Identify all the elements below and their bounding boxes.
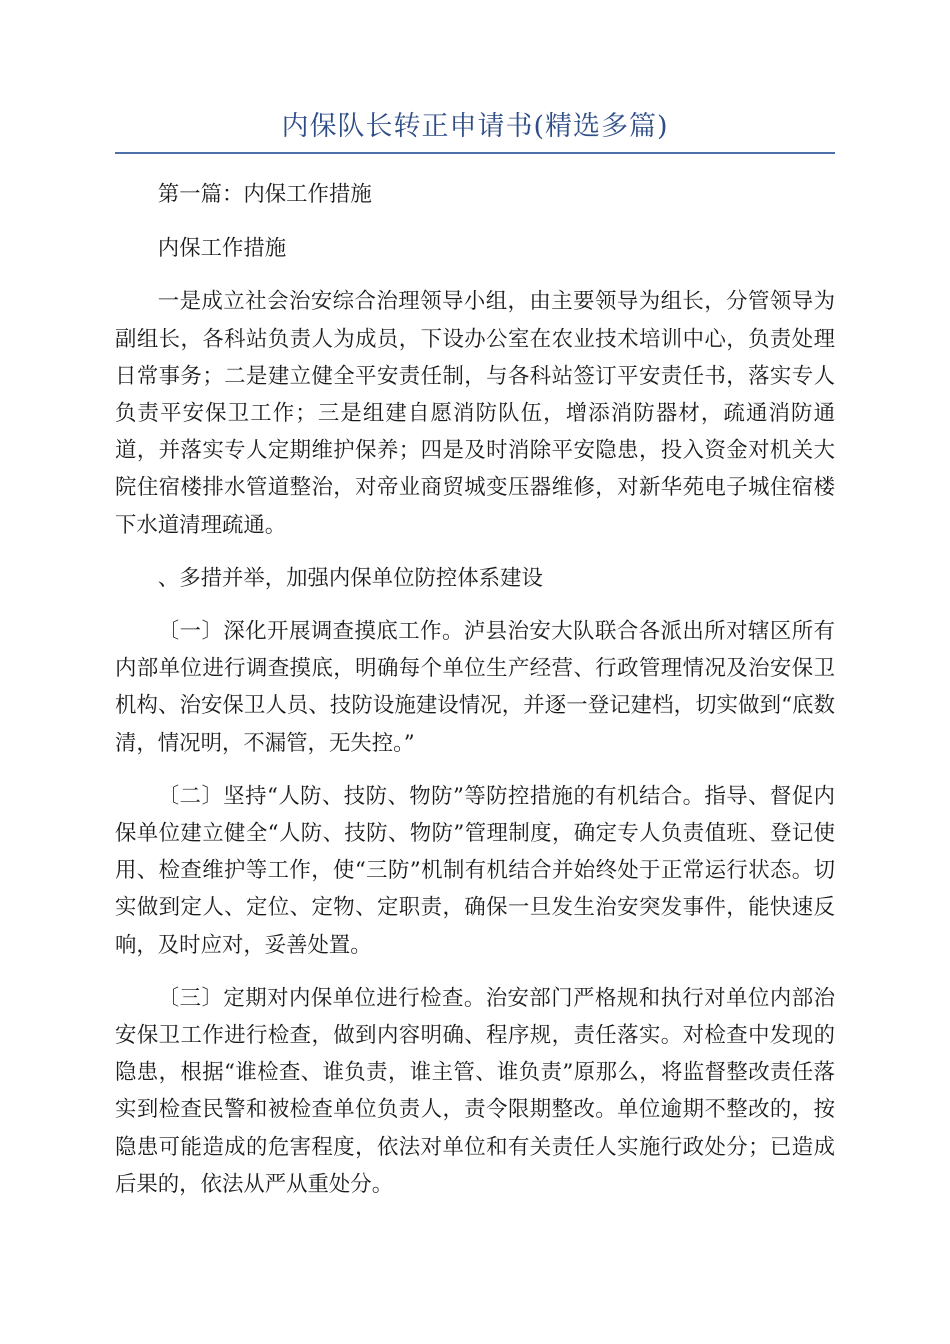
document-title: 内保队长转正申请书(精选多篇): [281, 111, 669, 142]
paragraph: 〔三〕定期对内保单位进行检查。治安部门严格规和执行对单位内部治安保卫工作进行检查，做到内容明确、程序规，责任落实。对检查中发现的隐患，根据“谁检查、谁负责，谁主管、谁负责”原那么，将监督整改责任落实到检查民警和被检查单位负责人，责令限期整改。单位逾期不整改的，按隐患可能造成的危害程度，依法对单位和有关责任人实施行政处分；已造成后果的，依法从严从重处分。: [115, 985, 835, 1197]
paragraph-heading: 、多措并举，加强内保单位防控体系建设: [157, 565, 543, 591]
paragraph: 〔二〕坚持“人防、技防、物防”等防控措施的有机结合。指导、督促内保单位建立健全“人防、技防、物防”管理制度，确定专人负责值班、登记使用、检查维护等工作，使“三防”机制有机结合并始终处于正常运行状态。切实做到定人、定位、定物、定职责，确保一旦发生治安突发事件，能快速反响，及时应对，妥善处置。: [115, 783, 835, 958]
document-body: [115, 176, 835, 1203]
paragraph: 一是成立社会治安综合治理领导小组，由主要领导为组长，分管领导为副组长，各科站负责人为成员，下设办公室在农业技术培训中心，负责处理日常事务；二是建立健全平安责任制，与各科站签订平安责任书，落实专人负责平安保卫工作；三是组建自愿消防队伍，增添消防器材，疏通消防通道，并落实专人定期维护保养；四是及时消除平安隐患，投入资金对机关大院住宿楼排水管道整治，对帝业商贸城变压器维修，对新华苑电子城住宿楼下水道清理疏通。: [115, 289, 835, 538]
paragraph: 〔一〕深化开展调查摸底工作。泸县治安大队联合各派出所对辖区所有内部单位进行调查摸底，明确每个单位生产经营、行政管理情况及治安保卫机构、治安保卫人员、技防设施建设情况，并逐一登记建档，切实做到“底数清，情况明，不漏管，无失控。”: [115, 619, 835, 756]
section-heading: 第一篇：内保工作措施: [157, 182, 372, 207]
subsection-heading: 内保工作措施: [157, 236, 287, 262]
title-underline: [115, 152, 835, 154]
